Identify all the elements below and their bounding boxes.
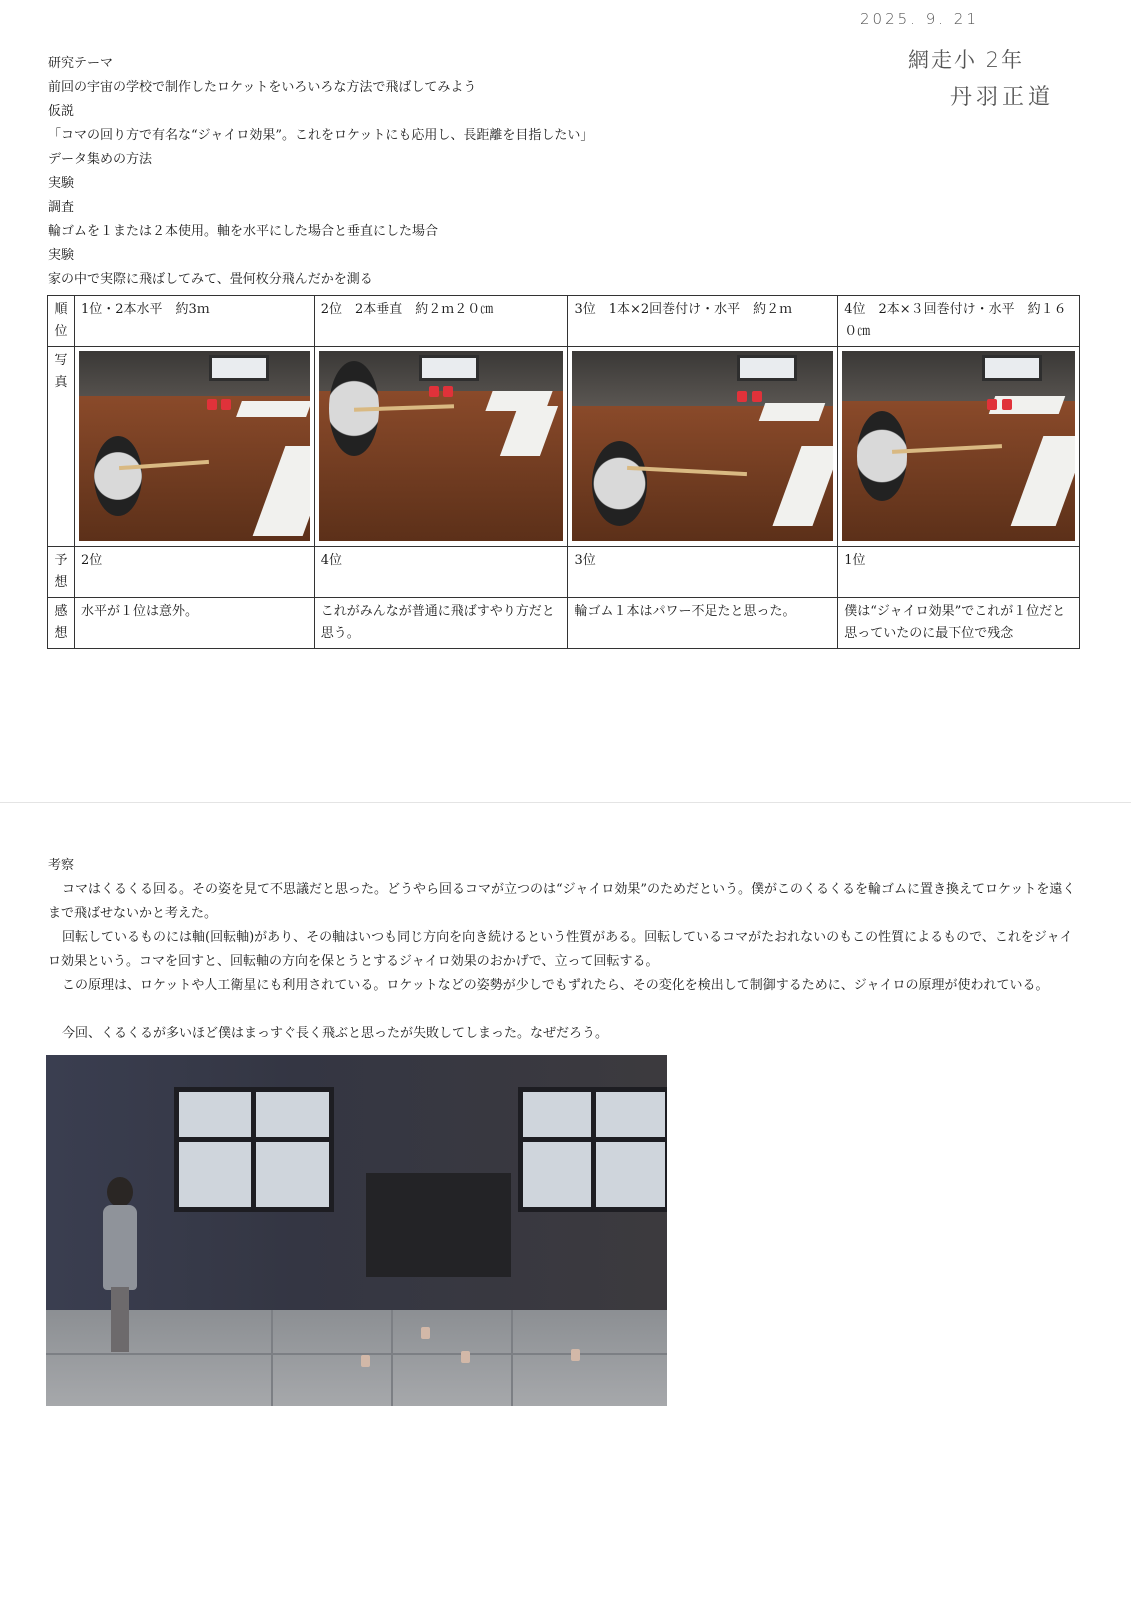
handwritten-date: 2025. 9. 21 bbox=[860, 10, 979, 28]
rank-cell: 3位 1本×2回巻付け・水平 約２ｍ bbox=[568, 296, 838, 347]
theme-text: 前回の宇宙の学校で制作したロケットをいろいろな方法で飛ばしてみよう bbox=[48, 80, 477, 95]
results-table bbox=[47, 295, 1080, 649]
hypothesis-text: 「コマの回り方で有名な“ジャイロ効果”。これをロケットにも応用し、長距離を目指したい」 bbox=[48, 128, 594, 143]
photo-row bbox=[48, 347, 1080, 547]
impression-cell: これがみんなが普通に飛ばすやり方だと思う。 bbox=[314, 598, 568, 649]
experiment-heading-2: 実験 bbox=[48, 248, 75, 263]
prediction-cell: 4位 bbox=[314, 547, 568, 598]
experiment-heading: 実験 bbox=[48, 176, 75, 191]
impression-row bbox=[48, 598, 1080, 649]
discussion-paragraph: この原理は、ロケットや人工衛星にも利用されている。ロケットなどの姿勢が少しでもずれたら、その変化を検出して制御するために、ジャイロの原理が使われている。 bbox=[62, 978, 1049, 993]
impression-cell: 僕は“ジャイロ効果”でこれが１位だと思っていたのに最下位で残念 bbox=[838, 598, 1080, 649]
rank-cell: 4位 2本×３回巻付け・水平 約１６０㎝ bbox=[838, 296, 1080, 347]
survey-text: 輪ゴムを１または２本使用。軸を水平にした場合と垂直にした場合 bbox=[48, 224, 439, 239]
child-figure bbox=[101, 1177, 139, 1352]
experiment-text: 家の中で実際に飛ばしてみて、畳何枚分飛んだかを測る bbox=[48, 272, 373, 287]
rocket-photo bbox=[842, 351, 1075, 541]
rank-row bbox=[48, 296, 1080, 347]
row-header-photo: 写真 bbox=[48, 347, 75, 547]
prediction-cell: 2位 bbox=[74, 547, 314, 598]
discussion-paragraph: コマはくるくる回る。その姿を見て不思議だと思った。どうやら回るコマが立つのは“ジャイロ効果”のためだという。僕がこのくるくるを輪ゴムに置き換えてロケットを遠くまで飛ばせないかと考えた。 bbox=[48, 882, 1076, 921]
theme-heading: 研究テーマ bbox=[48, 56, 114, 71]
row-header-rank: 順位 bbox=[48, 296, 75, 347]
row-header-impression: 感想 bbox=[48, 598, 75, 649]
discussion-paragraph: 今回、くるくるが多いほど僕はまっすぐ長く飛ぶと思ったが失敗してしまった。なぜだろう。 bbox=[62, 1026, 609, 1041]
row-header-prediction: 予想 bbox=[48, 547, 75, 598]
page-divider bbox=[0, 802, 1131, 803]
handwritten-author: 丹羽正道 bbox=[950, 85, 1055, 110]
prediction-cell: 1位 bbox=[838, 547, 1080, 598]
handwritten-school: 網走小 2年 bbox=[908, 48, 1025, 72]
rank-cell: 1位・2本水平 約3ｍ bbox=[74, 296, 314, 347]
prediction-row bbox=[48, 547, 1080, 598]
rank-cell: 2位 2本垂直 約２ｍ２０㎝ bbox=[314, 296, 568, 347]
discussion-heading: 考察 bbox=[48, 858, 75, 873]
rocket-photo bbox=[319, 351, 564, 541]
impression-cell: 輪ゴム１本はパワー不足たと思った。 bbox=[568, 598, 838, 649]
prediction-cell: 3位 bbox=[568, 547, 838, 598]
impression-cell: 水平が１位は意外。 bbox=[74, 598, 314, 649]
rocket-photo bbox=[572, 351, 833, 541]
hypothesis-heading: 仮説 bbox=[48, 104, 75, 119]
room-photo bbox=[46, 1055, 667, 1406]
survey-heading: 調査 bbox=[48, 200, 75, 215]
data-method-heading: データ集めの方法 bbox=[48, 152, 153, 167]
rocket-photo bbox=[79, 351, 310, 541]
discussion-paragraph: 回転しているものには軸(回転軸)があり、その軸はいつも同じ方向を向き続けるという性質がある。回転しているコマがたおれないのもこの性質によるもので、これをジャイロ効果という。コマを回すと、回転軸の方向を保とうとするジャイロ効果のおかげで、立って回転する。 bbox=[48, 930, 1073, 969]
